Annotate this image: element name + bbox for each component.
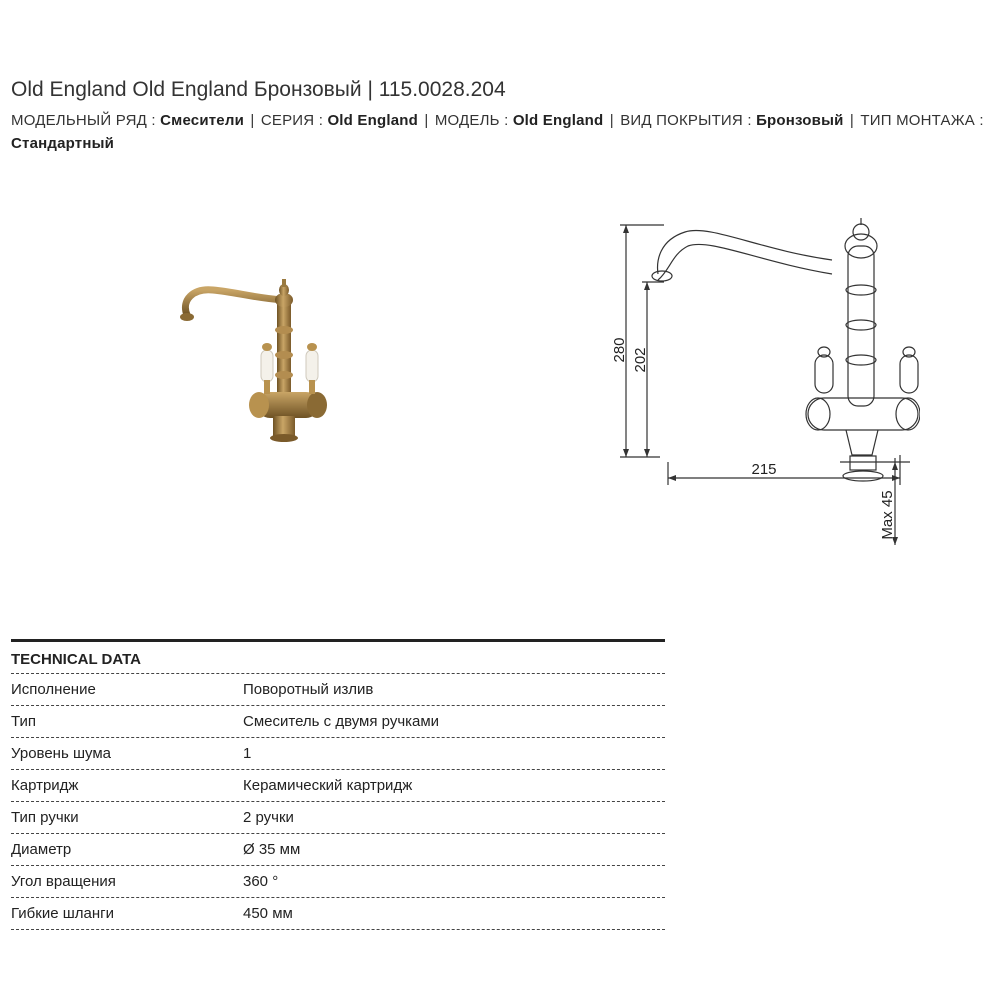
table-row-key: Исполнение <box>11 681 96 698</box>
table-row <box>11 834 665 866</box>
product-meta: МОДЕЛЬНЫЙ РЯД : Смесители | СЕРИЯ : Old England | МОДЕЛЬ : Old England | ВИД ПОКРЫТИЯ : Бронзовый | ТИП МОНТАЖА : Стандартный <box>11 112 984 152</box>
technical-data-heading: TECHNICAL DATA <box>11 642 665 674</box>
table-row-value: 360 ° <box>243 873 279 890</box>
dim-reach: 215 <box>751 461 777 478</box>
table-row <box>11 706 665 738</box>
meta-finish-value: Бронзовый <box>756 112 844 129</box>
meta-series-value: Old England <box>327 112 418 129</box>
meta-mount-label: ТИП МОНТАЖА <box>860 112 975 129</box>
product-title: Old England Old England Бронзовый | 115.0028.204 <box>11 78 506 101</box>
technical-data-table <box>11 639 665 930</box>
meta-mount-value: Стандартный <box>11 135 115 152</box>
table-row-value: Поворотный излив <box>243 681 374 698</box>
dim-height-spout: 202 <box>632 347 649 373</box>
product-photo <box>165 270 335 445</box>
table-row-key: Диаметр <box>11 841 72 858</box>
meta-model-value: Old England <box>512 112 604 129</box>
table-row-key: Угол вращения <box>11 873 116 890</box>
table-row-value: 2 ручки <box>243 809 294 826</box>
meta-finish-label: ВИД ПОКРЫТИЯ <box>620 112 743 129</box>
table-row-key: Уровень шума <box>11 745 111 762</box>
table-row <box>11 802 665 834</box>
table-row-key: Тип <box>11 713 37 730</box>
table-row-value: 450 мм <box>243 905 293 922</box>
table-row-value: Керамический картридж <box>243 777 413 794</box>
table-row <box>11 674 665 706</box>
table-row <box>11 738 665 770</box>
technical-drawing <box>600 210 920 555</box>
dim-max-thickness: Max 45 <box>879 490 896 540</box>
table-row-value: 1 <box>243 745 252 762</box>
meta-model-label: МОДЕЛЬ <box>434 112 500 129</box>
meta-series-label: СЕРИЯ <box>260 112 315 129</box>
table-row <box>11 770 665 802</box>
meta-series-line-value: Смесители <box>160 112 245 129</box>
dim-height-total: 280 <box>611 337 628 363</box>
meta-series-line-label: МОДЕЛЬНЫЙ РЯД <box>11 112 148 129</box>
table-row <box>11 866 665 898</box>
table-row-key: Гибкие шланги <box>11 905 114 922</box>
table-row-key: Картридж <box>11 777 79 794</box>
table-row <box>11 898 665 930</box>
table-row-value: Смеситель с двумя ручками <box>243 713 440 730</box>
table-row-key: Тип ручки <box>11 809 79 826</box>
table-row-value: Ø 35 мм <box>243 841 301 858</box>
